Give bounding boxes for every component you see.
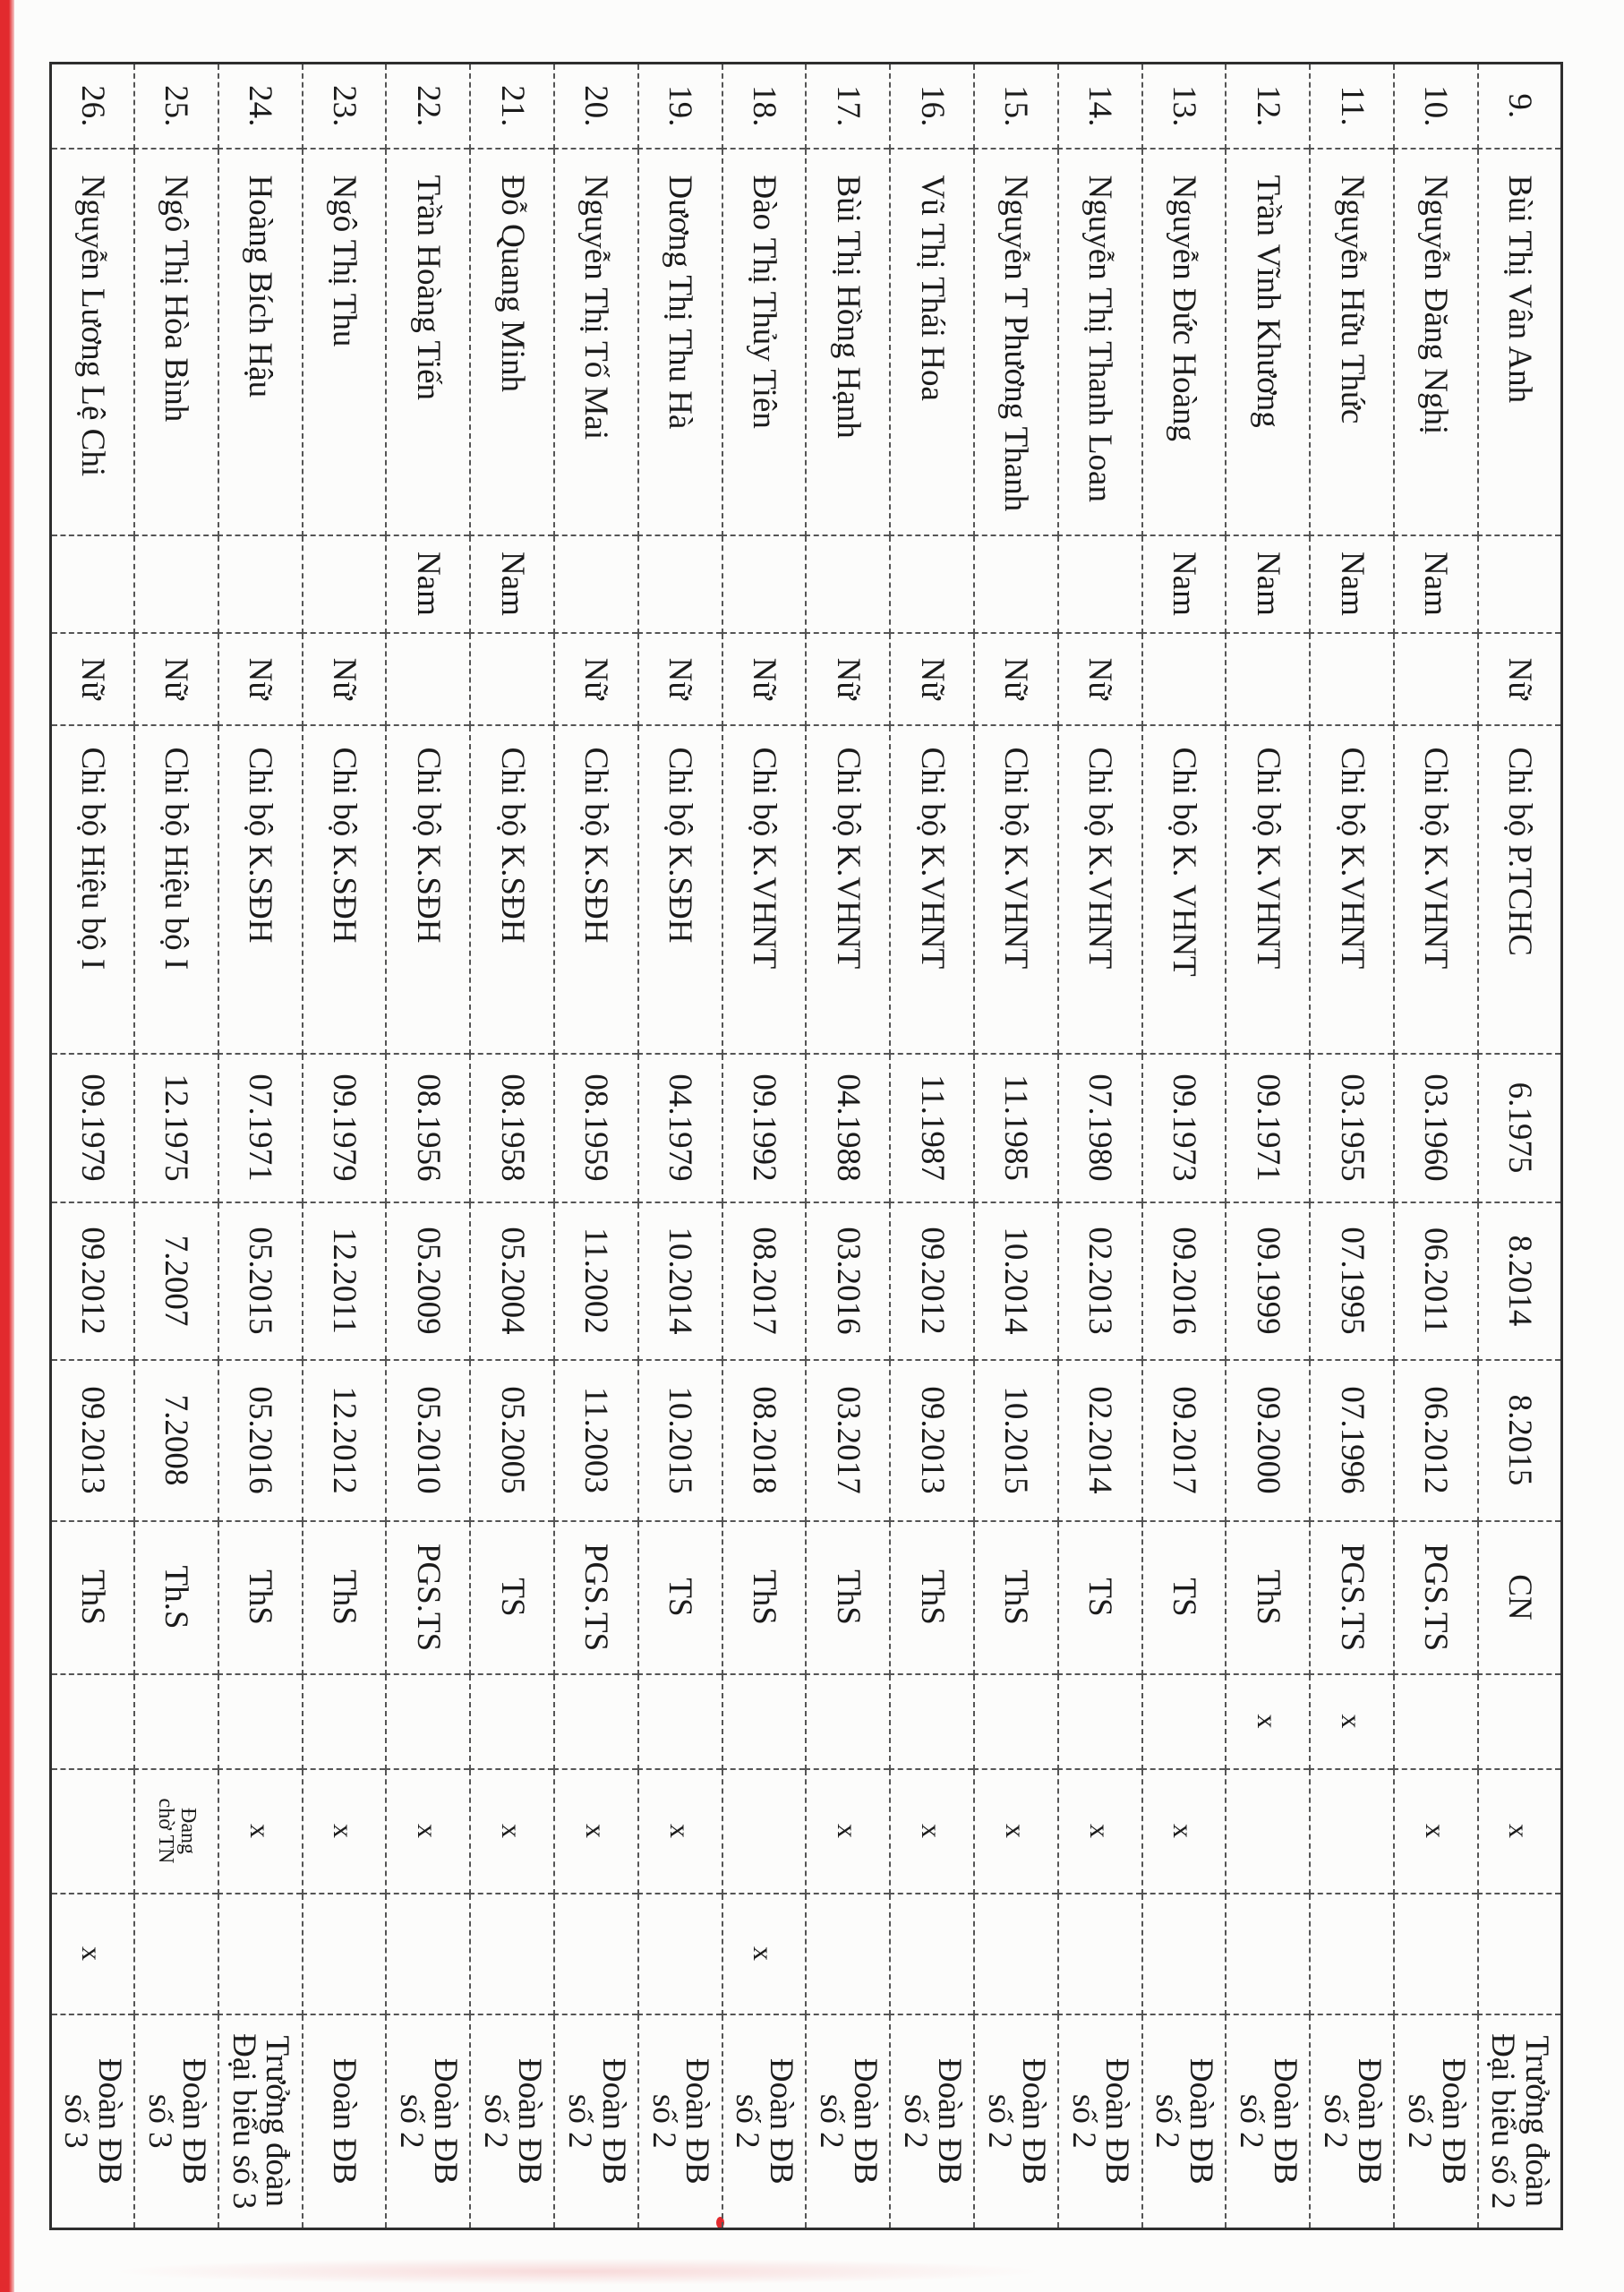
cell-mark-2: Đang chờ TN xyxy=(134,1769,218,1894)
cell-mark-3 xyxy=(638,1894,722,2014)
cell-name: Dương Thị Thu Hà xyxy=(638,149,722,535)
cell-date-3: 11.2003 xyxy=(554,1360,638,1521)
red-scan-smudge xyxy=(107,2258,1047,2285)
cell-female: Nữ xyxy=(722,633,807,725)
cell-mark-3 xyxy=(134,1894,218,2014)
cell-date-1: 09.1979 xyxy=(303,1054,387,1202)
table-row xyxy=(1310,64,1394,2229)
cell-date-2: 10.2014 xyxy=(974,1202,1058,1360)
cell-stt: 23. xyxy=(303,64,387,149)
cell-date-2: 09.1999 xyxy=(1226,1202,1310,1360)
cell-mark-1 xyxy=(1394,1674,1478,1769)
cell-delegation: Đoàn ĐB số 3 xyxy=(134,2014,218,2229)
cell-male xyxy=(303,535,387,633)
cell-delegation: Đoàn ĐB số 3 xyxy=(50,2014,134,2229)
cell-mark-2: x xyxy=(303,1769,387,1894)
cell-female: Nữ xyxy=(890,633,974,725)
cell-date-2: 09.2012 xyxy=(890,1202,974,1360)
cell-female: Nữ xyxy=(974,633,1058,725)
cell-degree: ThS xyxy=(1226,1521,1310,1674)
cell-mark-1 xyxy=(638,1674,722,1769)
table-row xyxy=(890,64,974,2229)
cell-male: Nam xyxy=(386,535,470,633)
cell-female: Nữ xyxy=(638,633,722,725)
cell-stt: 17. xyxy=(806,64,890,149)
cell-date-3: 10.2015 xyxy=(638,1360,722,1521)
cell-degree: Th.S xyxy=(134,1521,218,1674)
cell-mark-2: x xyxy=(554,1769,638,1894)
cell-name: Nguyễn T Phương Thanh xyxy=(974,149,1058,535)
cell-delegation: Đoàn ĐB số 2 xyxy=(470,2014,554,2229)
cell-mark-1 xyxy=(722,1674,807,1769)
table-row xyxy=(1142,64,1227,2229)
cell-mark-2: x xyxy=(1058,1769,1142,1894)
cell-male xyxy=(554,535,638,633)
cell-name: Nguyễn Đức Hoàng xyxy=(1142,149,1227,535)
cell-date-3: 05.2010 xyxy=(386,1360,470,1521)
cell-date-3: 02.2014 xyxy=(1058,1360,1142,1521)
cell-party-branch: Chi bộ K.VHNT xyxy=(1394,725,1478,1054)
cell-female: Nữ xyxy=(1058,633,1142,725)
cell-degree: ThS xyxy=(50,1521,134,1674)
cell-female xyxy=(386,633,470,725)
table-row xyxy=(1478,64,1562,2229)
cell-date-2: 06.2011 xyxy=(1394,1202,1478,1360)
cell-delegation: Đoàn ĐB số 2 xyxy=(722,2014,807,2229)
cell-mark-1 xyxy=(806,1674,890,1769)
cell-delegation: Đoàn ĐB số 2 xyxy=(974,2014,1058,2229)
cell-name: Trần Vĩnh Khương xyxy=(1226,149,1310,535)
cell-party-branch: Chi bộ K.VHNT xyxy=(806,725,890,1054)
cell-mark-1 xyxy=(1142,1674,1227,1769)
cell-mark-2: x xyxy=(1478,1769,1562,1894)
cell-female xyxy=(1142,633,1227,725)
cell-male: Nam xyxy=(1394,535,1478,633)
cell-mark-2: x xyxy=(386,1769,470,1894)
cell-male: Nam xyxy=(1310,535,1394,633)
cell-name: Đào Thị Thủy Tiên xyxy=(722,149,807,535)
cell-date-1: 08.1958 xyxy=(470,1054,554,1202)
cell-degree: PGS.TS xyxy=(386,1521,470,1674)
cell-date-1: 09.1979 xyxy=(50,1054,134,1202)
cell-date-2: 11.2002 xyxy=(554,1202,638,1360)
cell-date-2: 05.2004 xyxy=(470,1202,554,1360)
cell-date-3: 05.2005 xyxy=(470,1360,554,1521)
cell-delegation: Đoàn ĐB xyxy=(303,2014,387,2229)
cell-date-3: 7.2008 xyxy=(134,1360,218,1521)
cell-mark-1 xyxy=(890,1674,974,1769)
cell-date-2: 05.2009 xyxy=(386,1202,470,1360)
cell-mark-1: x xyxy=(1310,1674,1394,1769)
cell-stt: 10. xyxy=(1394,64,1478,149)
cell-stt: 12. xyxy=(1226,64,1310,149)
cell-stt: 9. xyxy=(1478,64,1562,149)
cell-mark-3 xyxy=(303,1894,387,2014)
cell-party-branch: Chi bộ Hiệu bộ I xyxy=(50,725,134,1054)
cell-mark-3 xyxy=(1394,1894,1478,2014)
cell-date-1: 09.1971 xyxy=(1226,1054,1310,1202)
cell-mark-3: x xyxy=(50,1894,134,2014)
cell-male xyxy=(1058,535,1142,633)
cell-mark-1 xyxy=(386,1674,470,1769)
table-row xyxy=(722,64,807,2229)
cell-date-3: 03.2017 xyxy=(806,1360,890,1521)
cell-date-3: 08.2018 xyxy=(722,1360,807,1521)
cell-mark-2 xyxy=(1226,1769,1310,1894)
cell-name: Vũ Thị Thái Hoa xyxy=(890,149,974,535)
cell-mark-3 xyxy=(1058,1894,1142,2014)
cell-mark-1 xyxy=(218,1674,303,1769)
cell-stt: 25. xyxy=(134,64,218,149)
cell-male xyxy=(50,535,134,633)
cell-degree: ThS xyxy=(722,1521,807,1674)
cell-date-1: 11.1985 xyxy=(974,1054,1058,1202)
cell-date-2: 09.2012 xyxy=(50,1202,134,1360)
cell-party-branch: Chi bộ K.SĐH xyxy=(638,725,722,1054)
cell-party-branch: Chi bộ P.TCHC xyxy=(1478,725,1562,1054)
cell-delegation: Trưởng đoàn Đại biểu số 3 xyxy=(218,2014,303,2229)
cell-date-1: 09.1992 xyxy=(722,1054,807,1202)
cell-female xyxy=(1226,633,1310,725)
cell-party-branch: Chi bộ K.SĐH xyxy=(386,725,470,1054)
cell-name: Nguyễn Hữu Thức xyxy=(1310,149,1394,535)
cell-mark-1 xyxy=(1478,1674,1562,1769)
cell-delegation: Trưởng đoàn Đại biểu số 2 xyxy=(1478,2014,1562,2229)
cell-mark-3 xyxy=(890,1894,974,2014)
cell-date-1: 08.1959 xyxy=(554,1054,638,1202)
rotated-table-wrapper xyxy=(51,62,1563,2228)
cell-female xyxy=(1394,633,1478,725)
cell-stt: 14. xyxy=(1058,64,1142,149)
cell-mark-3 xyxy=(1226,1894,1310,2014)
cell-mark-2: x xyxy=(638,1769,722,1894)
cell-degree: PGS.TS xyxy=(554,1521,638,1674)
cell-delegation: Đoàn ĐB số 2 xyxy=(1142,2014,1227,2229)
cell-mark-2 xyxy=(50,1769,134,1894)
cell-date-3: 09.2013 xyxy=(50,1360,134,1521)
cell-party-branch: Chi bộ K.VHNT xyxy=(1310,725,1394,1054)
cell-date-1: 04.1979 xyxy=(638,1054,722,1202)
cell-party-branch: Chi bộ K.SĐH xyxy=(303,725,387,1054)
table-row xyxy=(638,64,722,2229)
cell-female: Nữ xyxy=(303,633,387,725)
cell-female xyxy=(470,633,554,725)
cell-name: Bùi Thị Hồng Hạnh xyxy=(806,149,890,535)
cell-male xyxy=(218,535,303,633)
cell-mark-3 xyxy=(218,1894,303,2014)
cell-mark-1 xyxy=(1058,1674,1142,1769)
table-row xyxy=(1226,64,1310,2229)
cell-stt: 19. xyxy=(638,64,722,149)
cell-stt: 15. xyxy=(974,64,1058,149)
cell-mark-3 xyxy=(386,1894,470,2014)
cell-date-3: 10.2015 xyxy=(974,1360,1058,1521)
cell-date-2: 08.2017 xyxy=(722,1202,807,1360)
cell-mark-1 xyxy=(134,1674,218,1769)
cell-delegation: Đoàn ĐB số 2 xyxy=(1310,2014,1394,2229)
cell-party-branch: Chi bộ K.SĐH xyxy=(470,725,554,1054)
cell-male xyxy=(806,535,890,633)
cell-mark-2: x xyxy=(470,1769,554,1894)
cell-party-branch: Chi bộ K.VHNT xyxy=(890,725,974,1054)
cell-name: Đỗ Quang Minh xyxy=(470,149,554,535)
cell-delegation: Đoàn ĐB số 2 xyxy=(1226,2014,1310,2229)
cell-party-branch: Chi bộ K.VHNT xyxy=(1058,725,1142,1054)
table-row xyxy=(1058,64,1142,2229)
cell-date-1: 09.1973 xyxy=(1142,1054,1227,1202)
cell-name: Nguyễn Thị Thanh Loan xyxy=(1058,149,1142,535)
cell-date-2: 07.1995 xyxy=(1310,1202,1394,1360)
cell-mark-3 xyxy=(554,1894,638,2014)
party-member-table xyxy=(49,62,1563,2230)
cell-party-branch: Chi bộ K.VHNT xyxy=(1226,725,1310,1054)
cell-mark-1 xyxy=(554,1674,638,1769)
cell-male xyxy=(1478,535,1562,633)
cell-date-1: 03.1960 xyxy=(1394,1054,1478,1202)
table-row xyxy=(134,64,218,2229)
cell-female: Nữ xyxy=(1478,633,1562,725)
cell-male xyxy=(890,535,974,633)
cell-delegation: Đoàn ĐB số 2 xyxy=(1394,2014,1478,2229)
cell-name: Trần Hoàng Tiến xyxy=(386,149,470,535)
cell-degree: TS xyxy=(1058,1521,1142,1674)
cell-mark-1 xyxy=(50,1674,134,1769)
cell-male: Nam xyxy=(470,535,554,633)
cell-date-2: 12.2011 xyxy=(303,1202,387,1360)
cell-date-3: 09.2017 xyxy=(1142,1360,1227,1521)
cell-delegation: Đoàn ĐB số 2 xyxy=(554,2014,638,2229)
table-row xyxy=(303,64,387,2229)
cell-party-branch: Chi bộ Hiệu bộ I xyxy=(134,725,218,1054)
cell-party-branch: Chi bộ K.SĐH xyxy=(218,725,303,1054)
cell-date-2: 02.2013 xyxy=(1058,1202,1142,1360)
cell-date-1: 07.1971 xyxy=(218,1054,303,1202)
cell-date-1: 04.1988 xyxy=(806,1054,890,1202)
cell-mark-1 xyxy=(470,1674,554,1769)
cell-mark-1: x xyxy=(1226,1674,1310,1769)
cell-degree: CN xyxy=(1478,1521,1562,1674)
cell-date-2: 03.2016 xyxy=(806,1202,890,1360)
cell-male xyxy=(638,535,722,633)
cell-mark-3: x xyxy=(722,1894,807,2014)
cell-degree: TS xyxy=(1142,1521,1227,1674)
cell-mark-2: x xyxy=(806,1769,890,1894)
cell-degree: ThS xyxy=(218,1521,303,1674)
cell-delegation: Đoàn ĐB số 2 xyxy=(890,2014,974,2229)
table-row xyxy=(386,64,470,2229)
cell-stt: 16. xyxy=(890,64,974,149)
cell-degree: ThS xyxy=(974,1521,1058,1674)
cell-degree: PGS.TS xyxy=(1394,1521,1478,1674)
cell-name: Nguyễn Đăng Nghị xyxy=(1394,149,1478,535)
cell-date-1: 07.1980 xyxy=(1058,1054,1142,1202)
cell-mark-3 xyxy=(470,1894,554,2014)
cell-mark-2: x xyxy=(218,1769,303,1894)
cell-date-1: 08.1956 xyxy=(386,1054,470,1202)
cell-date-3: 06.2012 xyxy=(1394,1360,1478,1521)
cell-name: Ngô Thị Hòa Bình xyxy=(134,149,218,535)
table-row xyxy=(470,64,554,2229)
cell-mark-3 xyxy=(974,1894,1058,2014)
cell-party-branch: Chi bộ K.VHNT xyxy=(722,725,807,1054)
cell-degree: TS xyxy=(638,1521,722,1674)
cell-mark-1 xyxy=(303,1674,387,1769)
cell-mark-2: x xyxy=(974,1769,1058,1894)
cell-delegation: Đoàn ĐB số 2 xyxy=(1058,2014,1142,2229)
cell-male: Nam xyxy=(1142,535,1227,633)
cell-male: Nam xyxy=(1226,535,1310,633)
cell-date-1: 03.1955 xyxy=(1310,1054,1394,1202)
table-row xyxy=(554,64,638,2229)
cell-date-1: 6.1975 xyxy=(1478,1054,1562,1202)
table-row xyxy=(218,64,303,2229)
cell-date-1: 11.1987 xyxy=(890,1054,974,1202)
cell-female xyxy=(1310,633,1394,725)
cell-mark-3 xyxy=(1142,1894,1227,2014)
cell-female: Nữ xyxy=(554,633,638,725)
cell-mark-2 xyxy=(722,1769,807,1894)
cell-mark-3 xyxy=(1310,1894,1394,2014)
cell-degree: TS xyxy=(470,1521,554,1674)
cell-stt: 18. xyxy=(722,64,807,149)
cell-mark-2 xyxy=(1310,1769,1394,1894)
cell-date-3: 07.1996 xyxy=(1310,1360,1394,1521)
cell-name: Ngô Thị Thu xyxy=(303,149,387,535)
cell-stt: 21. xyxy=(470,64,554,149)
cell-stt: 13. xyxy=(1142,64,1227,149)
cell-party-branch: Chi bộ K.VHNT xyxy=(974,725,1058,1054)
cell-name: Nguyễn Lương Lệ Chi xyxy=(50,149,134,535)
cell-date-2: 7.2007 xyxy=(134,1202,218,1360)
cell-degree: PGS.TS xyxy=(1310,1521,1394,1674)
cell-delegation: Đoàn ĐB số 2 xyxy=(806,2014,890,2229)
cell-degree: ThS xyxy=(890,1521,974,1674)
cell-female: Nữ xyxy=(218,633,303,725)
cell-stt: 11. xyxy=(1310,64,1394,149)
cell-date-2: 09.2016 xyxy=(1142,1202,1227,1360)
cell-date-3: 09.2000 xyxy=(1226,1360,1310,1521)
cell-mark-2: x xyxy=(1394,1769,1478,1894)
cell-female: Nữ xyxy=(134,633,218,725)
cell-name: Nguyễn Thị Tố Mai xyxy=(554,149,638,535)
cell-stt: 24. xyxy=(218,64,303,149)
cell-name: Bùi Thị Vân Anh xyxy=(1478,149,1562,535)
cell-date-3: 12.2012 xyxy=(303,1360,387,1521)
cell-degree: ThS xyxy=(806,1521,890,1674)
cell-stt: 20. xyxy=(554,64,638,149)
cell-mark-3 xyxy=(1478,1894,1562,2014)
cell-stt: 26. xyxy=(50,64,134,149)
cell-mark-3 xyxy=(806,1894,890,2014)
cell-degree: ThS xyxy=(303,1521,387,1674)
cell-female: Nữ xyxy=(806,633,890,725)
cell-party-branch: Chi bộ K. VHNT xyxy=(1142,725,1227,1054)
cell-date-3: 09.2013 xyxy=(890,1360,974,1521)
table-row xyxy=(50,64,134,2229)
party-member-table-body xyxy=(50,64,1561,2229)
table-row xyxy=(1394,64,1478,2229)
cell-date-2: 05.2015 xyxy=(218,1202,303,1360)
cell-female: Nữ xyxy=(50,633,134,725)
cell-date-1: 12.1975 xyxy=(134,1054,218,1202)
table-row xyxy=(806,64,890,2229)
cell-date-3: 8.2015 xyxy=(1478,1360,1562,1521)
cell-date-2: 10.2014 xyxy=(638,1202,722,1360)
cell-male xyxy=(722,535,807,633)
cell-party-branch: Chi bộ K.SĐH xyxy=(554,725,638,1054)
cell-male xyxy=(974,535,1058,633)
cell-mark-2: x xyxy=(1142,1769,1227,1894)
cell-date-2: 8.2014 xyxy=(1478,1202,1562,1360)
table-row xyxy=(974,64,1058,2229)
cell-name: Hoàng Bích Hậu xyxy=(218,149,303,535)
red-binding-edge xyxy=(0,0,14,2292)
cell-mark-2: x xyxy=(890,1769,974,1894)
cell-delegation: Đoàn ĐB số 2 xyxy=(638,2014,722,2229)
cell-mark-1 xyxy=(974,1674,1058,1769)
cell-stt: 22. xyxy=(386,64,470,149)
cell-delegation: Đoàn ĐB số 2 xyxy=(386,2014,470,2229)
cell-date-3: 05.2016 xyxy=(218,1360,303,1521)
cell-male xyxy=(134,535,218,633)
